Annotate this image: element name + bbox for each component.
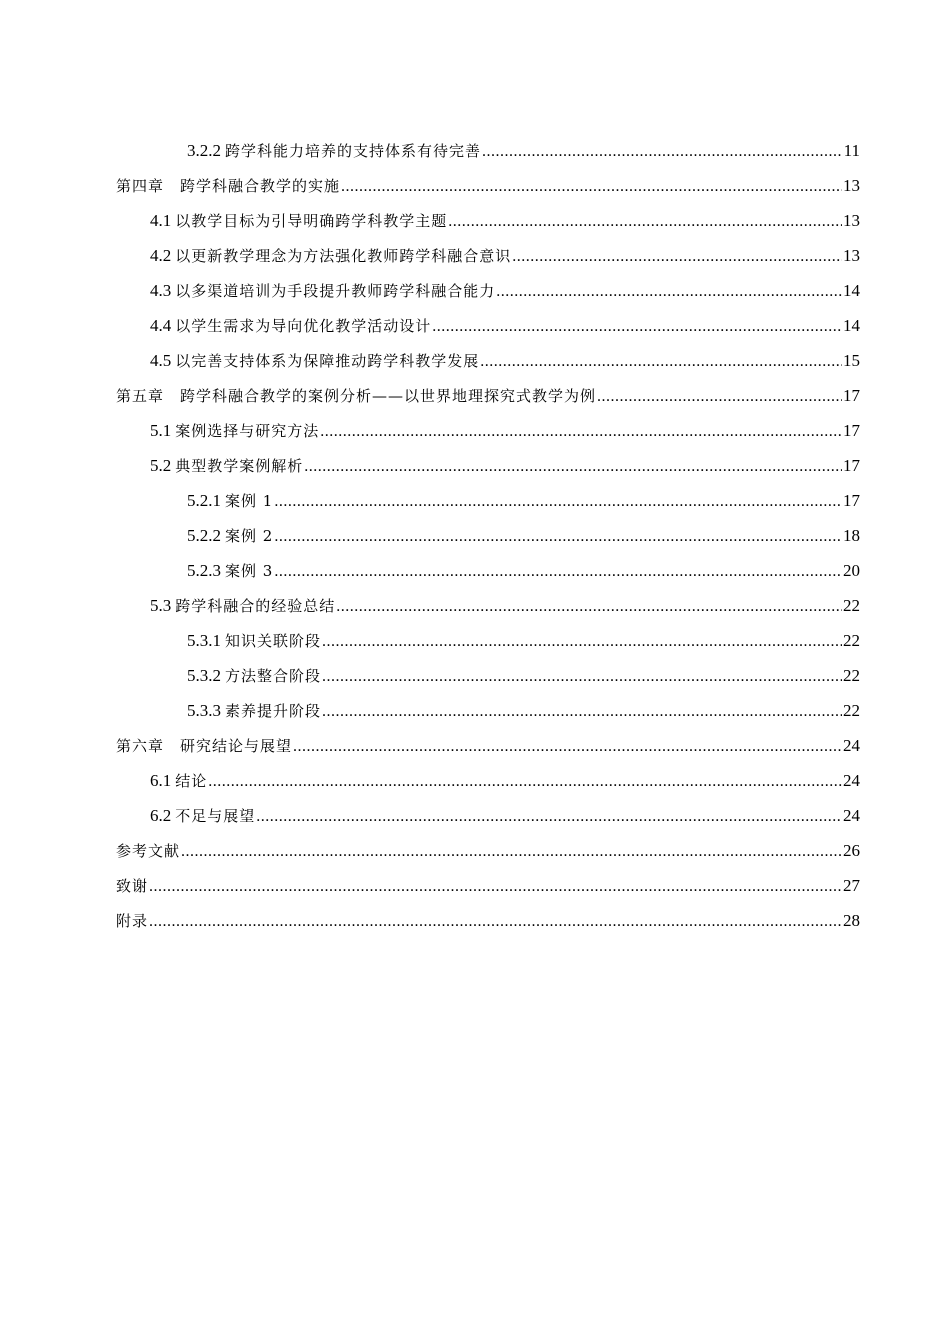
toc-entry-5-2[interactable] [116,448,860,483]
toc-entry-5-1[interactable] [116,413,860,448]
toc-entry-title: 案例 2 [225,527,274,545]
toc-entry-chapter-6[interactable] [116,728,860,763]
toc-entry-title: 结论 [175,772,208,790]
toc-entry-title: 不足与展望 [175,807,256,825]
toc-entry-title: 第五章 跨学科融合教学的案例分析——以世界地理探究式教学为例 [116,387,597,405]
toc-entry-page: 22 [843,631,860,650]
toc-entry-page: 17 [843,386,860,405]
toc-leader-dots [512,239,842,274]
toc-entry-number: 4.5 [150,351,172,370]
toc-entry-acknowledgements[interactable] [116,868,860,903]
toc-leader-dots [496,274,842,309]
toc-entry-page: 14 [843,316,860,335]
toc-entry-3-2-2[interactable] [116,133,860,168]
toc-entry-title: 典型教学案例解析 [175,457,304,475]
toc-entry-page: 20 [843,561,860,580]
toc-entry-title: 以多渠道培训为手段提升教师跨学科融合能力 [175,282,496,300]
toc-leader-dots [336,589,842,624]
toc-entry-title: 参考文献 [116,842,181,860]
toc-entry-number: 5.1 [150,421,172,440]
toc-entry-number: 5.2.3 [187,561,221,580]
toc-leader-dots [320,414,842,449]
toc-entry-page: 24 [843,736,860,755]
toc-entry-number: 5.3.3 [187,701,221,720]
toc-entry-6-1[interactable] [116,763,860,798]
toc-entry-page: 22 [843,666,860,685]
toc-entry-number: 5.3.1 [187,631,221,650]
toc-leader-dots [480,344,842,379]
toc-leader-dots [293,729,842,764]
toc-leader-dots [304,449,842,484]
toc-leader-dots [448,204,842,239]
toc-entry-page: 18 [843,526,860,545]
toc-entry-title: 以教学目标为引导明确跨学科教学主题 [175,212,448,230]
toc-entry-title: 第四章 跨学科融合教学的实施 [116,177,341,195]
table-of-contents [116,133,860,938]
toc-entry-title: 跨学科能力培养的支持体系有待完善 [225,142,482,160]
toc-entry-4-2[interactable] [116,238,860,273]
toc-entry-page: 17 [843,421,860,440]
toc-entry-number: 5.3.2 [187,666,221,685]
toc-entry-page: 15 [843,351,860,370]
toc-leader-dots [341,169,842,204]
toc-entry-number: 5.2.1 [187,491,221,510]
toc-entry-title: 知识关联阶段 [225,632,322,650]
toc-entry-page: 26 [843,841,860,860]
toc-entry-5-3-2[interactable] [116,658,860,693]
toc-entry-page: 11 [843,141,860,160]
toc-leader-dots [322,659,842,694]
toc-entry-page: 27 [843,876,860,895]
toc-entry-5-2-1[interactable] [116,483,860,518]
toc-leader-dots [208,764,842,799]
toc-entry-page: 22 [843,596,860,615]
toc-leader-dots [181,834,842,869]
toc-entry-6-2[interactable] [116,798,860,833]
toc-entry-title: 附录 [116,912,149,930]
toc-entry-page: 22 [843,701,860,720]
toc-entry-5-3[interactable] [116,588,860,623]
toc-entry-number: 6.1 [150,771,172,790]
toc-leader-dots [597,379,842,414]
toc-entry-title: 素养提升阶段 [225,702,322,720]
toc-leader-dots [149,904,842,939]
toc-entry-title: 案例选择与研究方法 [175,422,320,440]
toc-entry-title: 致谢 [116,877,149,895]
toc-entry-page: 13 [843,211,860,230]
toc-entry-4-5[interactable] [116,343,860,378]
toc-entry-title: 方法整合阶段 [225,667,322,685]
toc-entry-title: 跨学科融合的经验总结 [175,597,336,615]
toc-leader-dots [256,799,842,834]
toc-entry-number: 5.2.2 [187,526,221,545]
toc-entry-chapter-4[interactable] [116,168,860,203]
toc-entry-page: 24 [843,806,860,825]
toc-entry-number: 4.3 [150,281,172,300]
toc-entry-4-1[interactable] [116,203,860,238]
toc-entry-page: 17 [843,456,860,475]
toc-leader-dots [432,309,842,344]
toc-entry-page: 13 [843,176,860,195]
toc-entry-title: 以更新教学理念为方法强化教师跨学科融合意识 [175,247,512,265]
toc-entry-number: 4.1 [150,211,172,230]
toc-entry-title: 以学生需求为导向优化教学活动设计 [175,317,432,335]
toc-entry-number: 5.2 [150,456,172,475]
toc-leader-dots [322,624,842,659]
toc-entry-appendix[interactable] [116,903,860,938]
toc-entry-number: 5.3 [150,596,172,615]
toc-entry-number: 4.2 [150,246,172,265]
toc-entry-title: 案例 1 [225,492,274,510]
toc-entry-page: 13 [843,246,860,265]
toc-entry-page: 24 [843,771,860,790]
toc-entry-5-2-2[interactable] [116,518,860,553]
toc-leader-dots [322,694,842,729]
toc-entry-page: 17 [843,491,860,510]
toc-entry-number: 4.4 [150,316,172,335]
toc-entry-4-4[interactable] [116,308,860,343]
toc-leader-dots [274,554,842,589]
toc-entry-page: 14 [843,281,860,300]
toc-leader-dots [482,134,843,169]
toc-entry-4-3[interactable] [116,273,860,308]
toc-entry-page: 28 [843,911,860,930]
toc-entry-title: 案例 3 [225,562,274,580]
toc-entry-number: 6.2 [150,806,172,825]
toc-entry-title: 第六章 研究结论与展望 [116,737,293,755]
toc-entry-5-3-1[interactable] [116,623,860,658]
toc-leader-dots [274,519,842,554]
toc-leader-dots [274,484,842,519]
toc-entry-5-2-3[interactable] [116,553,860,588]
toc-entry-5-3-3[interactable] [116,693,860,728]
toc-entry-chapter-5[interactable] [116,378,860,413]
toc-entry-references[interactable] [116,833,860,868]
toc-entry-title: 以完善支持体系为保障推动跨学科教学发展 [175,352,480,370]
toc-leader-dots [149,869,842,904]
toc-entry-number: 3.2.2 [187,141,221,160]
